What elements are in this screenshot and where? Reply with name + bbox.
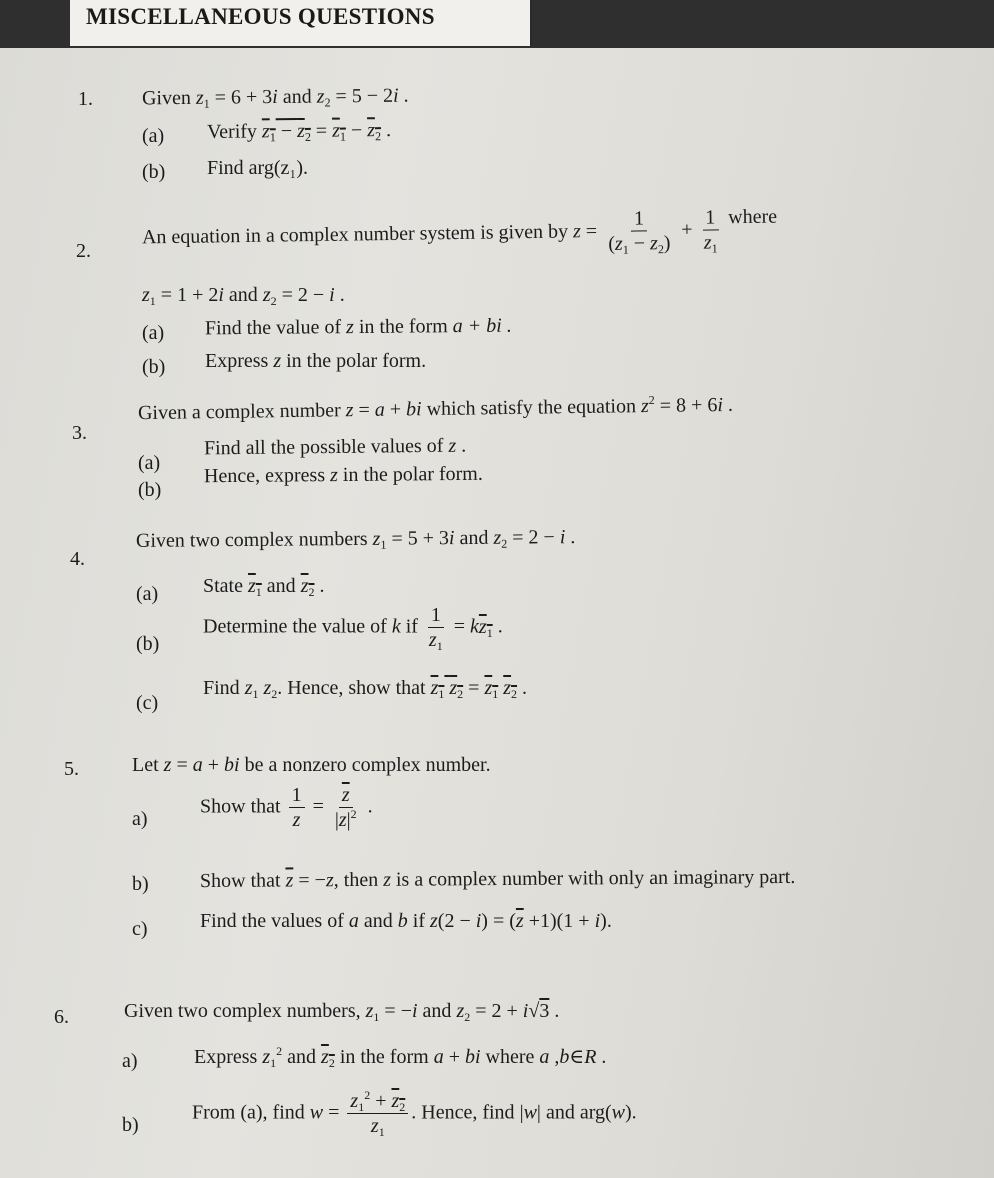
q2-part-a: Find the value of z in the form a + bi .	[204, 314, 512, 340]
question-2-number: 2.	[76, 240, 91, 262]
question-3-stem: Given a complex number z = a + bi which satisfy the equation $z^2 = 8 + 6i$ .	[137, 392, 734, 425]
q3-part-b-label: (b)	[138, 479, 162, 501]
q5-part-b: Show that $\overline{z} = -z$, then z is a complex number with only an imaginary part.	[199, 865, 796, 893]
question-2-stem: An equation in a complex number system is given by z = $\frac{1}{(z_1 - z_2)}$ + $\frac{1}{z_1}$ where	[141, 205, 778, 258]
q3-part-a: Find all the possible values of z .	[203, 434, 467, 460]
q5-part-b-label: b)	[132, 873, 149, 895]
q5-part-c: Find the values of a and b if $z(2 - i) = (\overline{z} +1)(1 + i)$.	[200, 910, 612, 932]
q2-part-b-label: (b)	[142, 356, 166, 378]
q2-part-a-label: (a)	[142, 322, 165, 344]
q6-part-b: From (a), find w = $\frac{z_1^2 + z_2}{z_1}$ . Hence, find |w| and arg(w).	[192, 1088, 637, 1139]
q4-part-b-label: (b)	[136, 633, 160, 655]
q1-part-b: Find arg(z₁).	[207, 157, 309, 179]
q3-part-a-label: (a)	[138, 452, 161, 474]
q5-part-c-label: c)	[132, 918, 148, 940]
q1-part-a-label: (a)	[142, 125, 165, 147]
q6-part-a-label: a)	[122, 1050, 138, 1072]
q1-part-a: Verify $z_1 - z_2 = z_1 - z_2$ .	[206, 119, 392, 145]
q3-part-b: Hence, express z in the polar form.	[203, 462, 483, 488]
question-5-stem: Let z = a + bi be a nonzero complex number.	[132, 754, 491, 776]
q2-part-b: Express z in the polar form.	[205, 350, 427, 372]
q4-part-b: Determine the value of k if $\frac{1}{z_1}$ = $kz_1$ .	[203, 604, 503, 653]
q5-part-a: Show that $\frac{1}{z}$ = $\frac{\overline{z}}{|z|^2}$ .	[200, 784, 373, 831]
question-2-given: $z_1 = 1 + 2i$ and $z_2 = 2 - i$ .	[142, 284, 345, 308]
q4-part-a-label: (a)	[136, 583, 159, 605]
q6-part-a: Express $z_1^2$ and $z_2$ in the form a + bi where a ,b∈R .	[194, 1044, 607, 1070]
question-4-number: 4.	[70, 548, 85, 570]
q4-part-a: State $z_1$ and $z_2$ .	[203, 575, 325, 599]
question-6-stem: Given two complex numbers, $z_1 = -i$ and $z_2 = 2 + i√3$ .	[124, 1000, 560, 1024]
q5-part-a-label: a)	[132, 808, 148, 830]
page-title: MISCELLANEOUS QUESTIONS	[86, 4, 435, 29]
question-4-stem: Given two complex numbers $z_1 = 5 + 3i$ and $z_2 = 2 - i$ .	[135, 526, 576, 552]
q1-part-b-label: (b)	[142, 161, 166, 183]
q4-part-c-label: (c)	[136, 692, 159, 714]
question-1-stem: Given $z_1 = 6 + 3i$ and $z_2 = 5 - 2i$ .	[141, 84, 409, 111]
q4-part-c: Find $z_1$ $z_2$. Hence, show that $z_1$ $z_2 = z_1$ $z_2$ .	[203, 677, 528, 701]
question-3-number: 3.	[72, 422, 87, 444]
question-6-number: 6.	[54, 1006, 69, 1028]
question-5-number: 5.	[64, 758, 79, 780]
q6-part-b-label: b)	[122, 1114, 139, 1136]
question-1-number: 1.	[78, 88, 93, 110]
